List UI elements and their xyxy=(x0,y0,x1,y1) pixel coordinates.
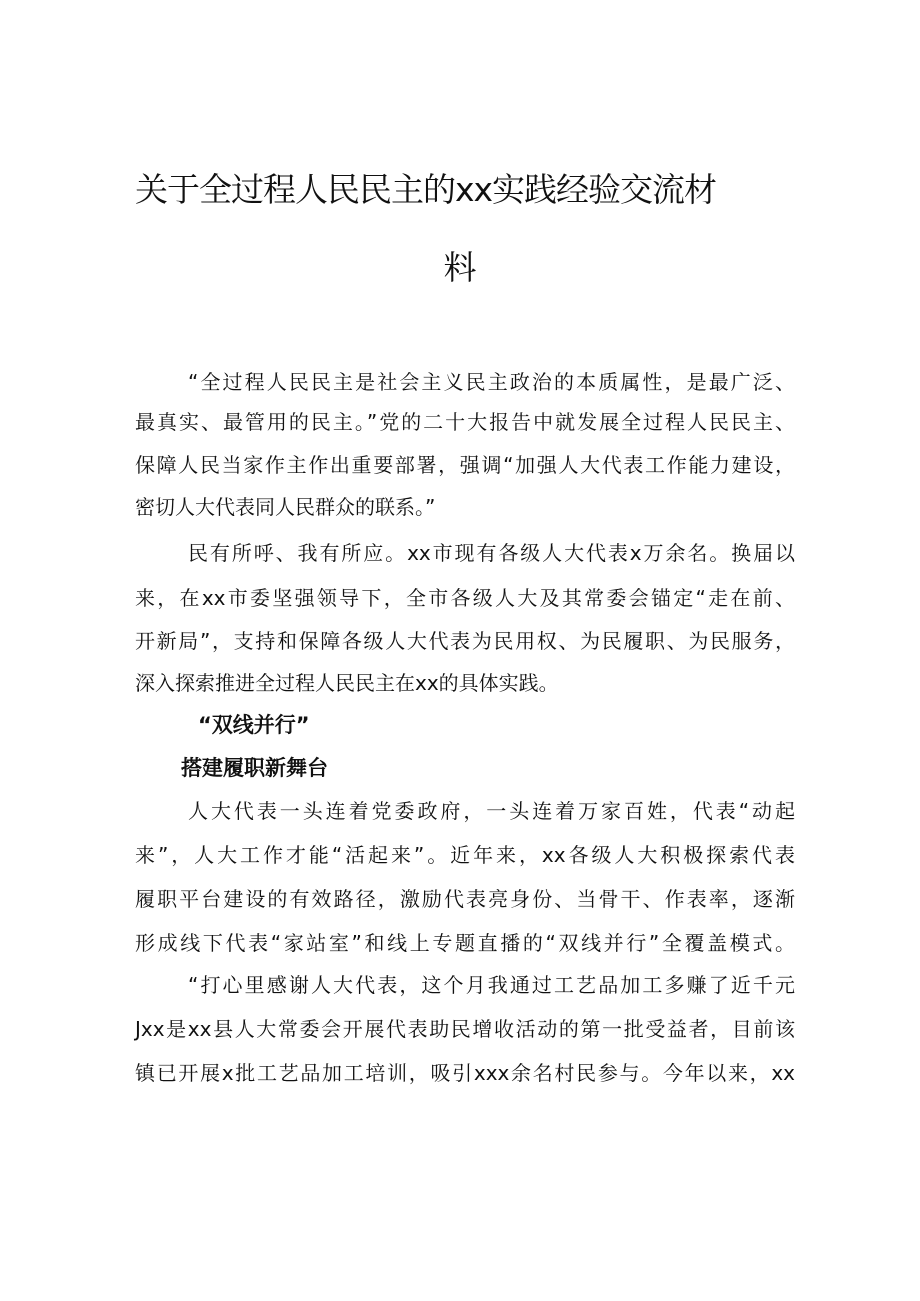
paragraph-4-line: Jxx是xx县人大常委会开展代表助民增收活动的第一批受益者，目前该 xyxy=(135,1017,795,1041)
document-title-line-2: 料 xyxy=(443,248,477,287)
paragraph-1-line: 保障人民当家作主作出重要部署，强调“加强人大代表工作能力建设， xyxy=(135,453,795,477)
paragraph-2-line: 来，在xx市委坚强领导下，全市各级人大及其常委会锚定“走在前、 xyxy=(135,586,795,610)
paragraph-3-line: 履职平台建设的有效路径，激励代表亮身份、当骨干、作表率，逐渐 xyxy=(135,887,795,911)
paragraph-4-line: “打心里感谢人大代表，这个月我通过工艺品加工多赚了近千元 xyxy=(188,973,795,997)
paragraph-2-line: 民有所呼、我有所应。xx市现有各级人大代表x万余名。换届以 xyxy=(188,541,795,565)
paragraph-1-line: 最真实、最管用的民主。”党的二十大报告中就发展全过程人民民主、 xyxy=(135,410,795,434)
paragraph-3-line: 形成线下代表“家站室”和线上专题直播的“双线并行”全覆盖模式。 xyxy=(135,931,795,955)
paragraph-3-line: 人大代表一头连着党委政府，一头连着万家百姓，代表“动起 xyxy=(188,799,795,823)
paragraph-3-line: 来”，人大工作才能“活起来”。近年来，xx各级人大积极探索代表 xyxy=(135,843,795,867)
paragraph-4-line: 镇已开展x批工艺品加工培训，吸引xxx余名村民参与。今年以来，xx xyxy=(135,1061,795,1085)
section-heading-1: “双线并行” xyxy=(198,713,310,737)
section-heading-2: 搭建履职新舞台 xyxy=(181,756,328,780)
paragraph-2-line: 开新局”，支持和保障各级人大代表为民用权、为民履职、为民服务， xyxy=(135,629,795,653)
paragraph-2-line: 深入探索推进全过程人民民主在xx的具体实践。 xyxy=(135,671,559,695)
paragraph-1-line: “全过程人民民主是社会主义民主政治的本质属性，是最广泛、 xyxy=(188,370,795,394)
paragraph-1-line: 密切人大代表同人民群众的联系。” xyxy=(135,495,436,519)
document-title-line-1: 关于全过程人民民主的xx实践经验交流材 xyxy=(135,170,717,209)
